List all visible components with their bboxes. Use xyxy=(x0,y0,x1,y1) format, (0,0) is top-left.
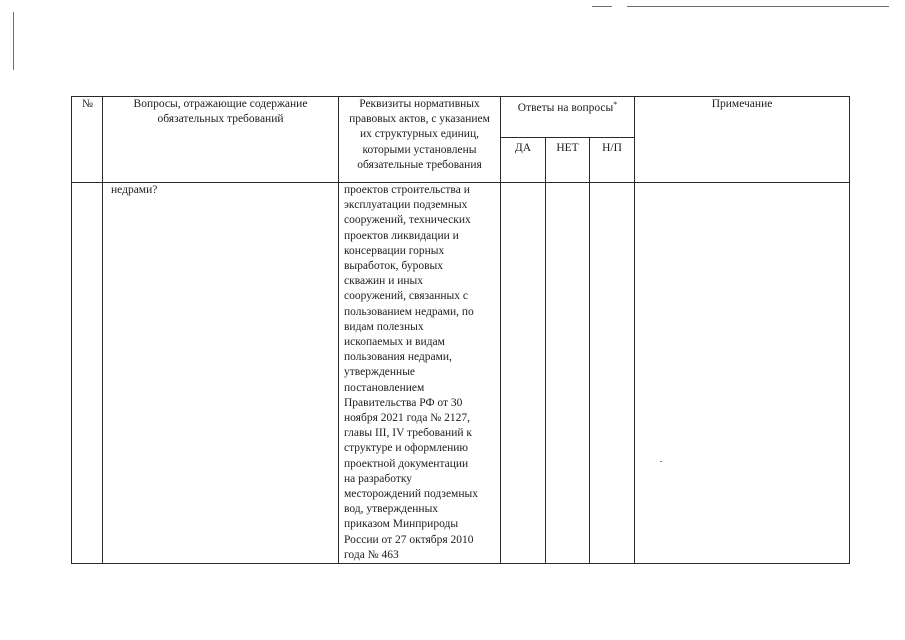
header-note: Примечание xyxy=(635,97,850,183)
row-note xyxy=(635,183,850,564)
scan-edge-mark xyxy=(592,6,612,7)
header-yes: ДА xyxy=(501,138,546,183)
header-requisites: Реквизиты нормативных правовых актов, с указанием их структурных единиц, которыми установлены обязательные требования xyxy=(339,97,501,183)
row-answer-no xyxy=(546,183,590,564)
requirements-table xyxy=(71,96,850,564)
scan-edge-mark xyxy=(13,12,14,70)
scan-edge-mark xyxy=(627,6,889,7)
row-number xyxy=(72,183,103,564)
header-no: НЕТ xyxy=(546,138,590,183)
row-answer-yes xyxy=(501,183,546,564)
header-na: Н/П xyxy=(590,138,635,183)
table-row xyxy=(72,183,850,564)
header-number: № xyxy=(72,97,103,183)
header-answers-label: Ответы на вопросы xyxy=(517,102,614,114)
row-question: недрами? xyxy=(103,183,339,564)
header-answers-footnote-mark: * xyxy=(613,100,618,109)
header-answers xyxy=(501,97,635,138)
header-questions: Вопросы, отражающие содержание обязательных требований xyxy=(103,97,339,183)
header-row xyxy=(72,97,850,138)
row-answer-na xyxy=(590,183,635,564)
row-requisites: проектов строительства и эксплуатации подземных сооружений, технических проектов ликвидации и консервации горных выработок, буровых скважин и иных сооружений, связанных с пользованием недрами, по видам полезных ископаемых и видам пользования недрами, утвержденные постановлением Правительства РФ от 30 ноября 2021 года № 2127, главы III, IV требований к структуре и оформлению проектной документации на разработку месторождений подземных вод, утвержденных приказом Минприроды России от 27 октября 2010 года № 463 xyxy=(339,183,501,564)
